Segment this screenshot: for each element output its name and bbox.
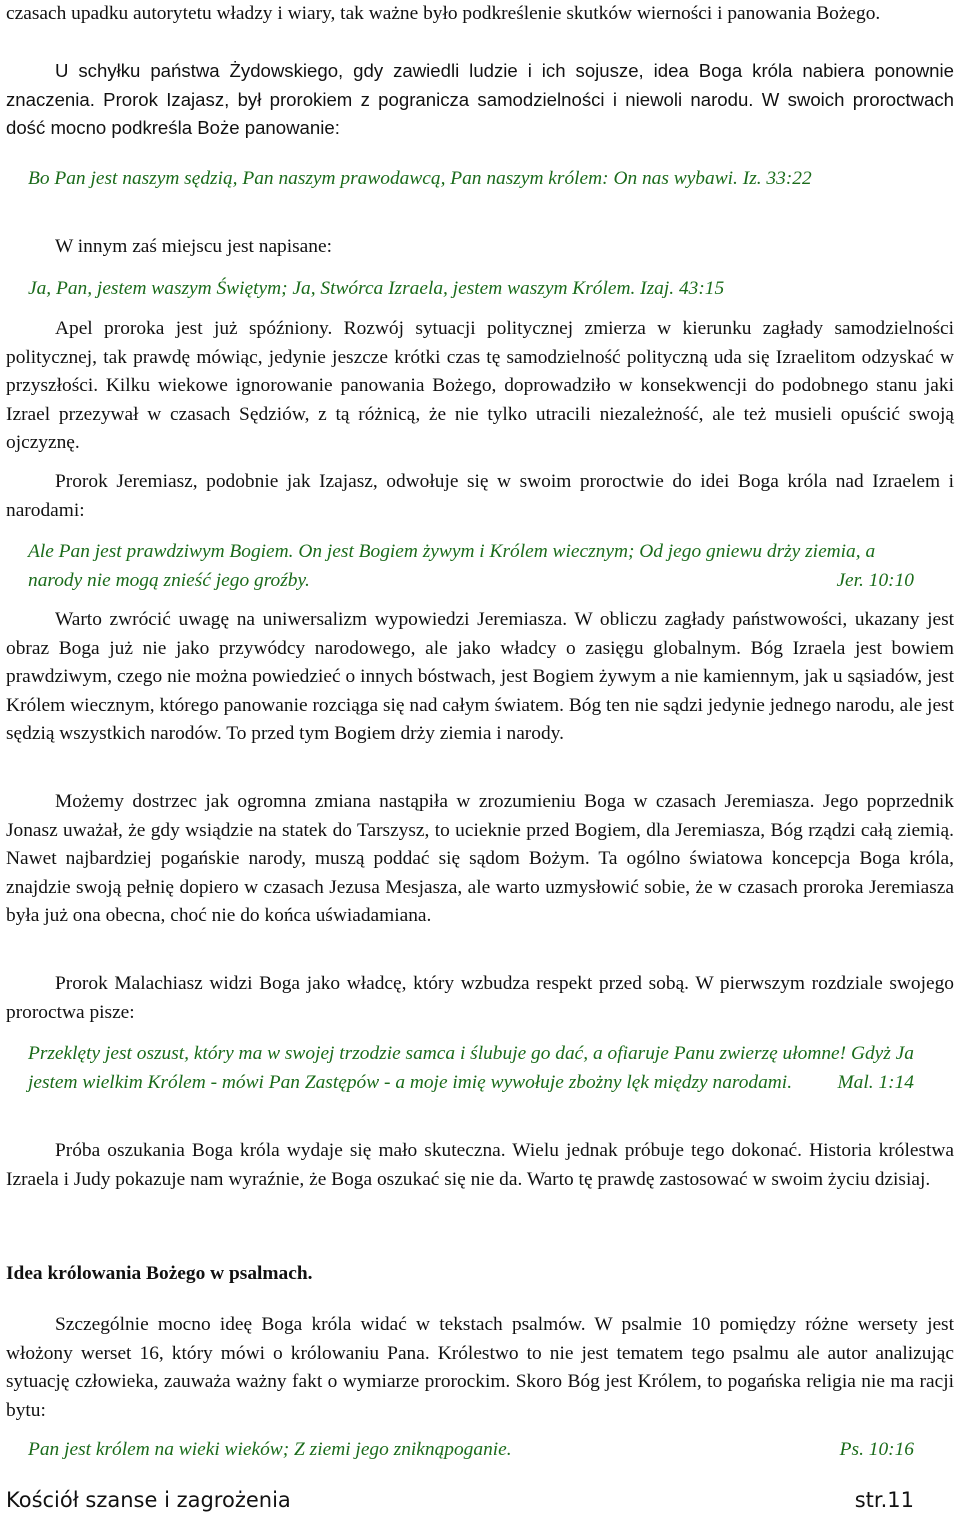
paragraph-9: Próba oszukania Boga króla wydaje się mało skuteczna. Wielu jednak próbuje tego dokonać. Historia królestwa Izraela i Judy pokazuje nam wyraźnie, że Boga oszukać się nie da. Warto tę prawdę zastosować w swoim życiu dzisiaj. (6, 1140, 954, 1190)
paragraph-3: W innym zaś miejscu jest napisane: (55, 236, 332, 257)
page-number: str.11 (854, 1488, 914, 1512)
page-footer (6, 1486, 914, 1514)
quote-text: Ale Pan jest prawdziwym Bogiem. On jest Bogiem żywym i Królem wiecznym; Od jego gniewu drży ziemia, a narody nie mogą znieść jego groźby. (28, 541, 876, 591)
paragraph-8: Prorok Malachiasz widzi Boga jako władcę, który wzbudza respekt przed sobą. W pierwszym rozdziale swojego proroctwa pisze: (6, 973, 954, 1023)
quote-text: Ja, Pan, jestem waszym Świętym; Ja, Stwórca Izraela, jestem waszym Królem. (28, 278, 636, 299)
paragraph-2: U schyłku państwa Żydowskiego, gdy zawiedli ludzie i ich sojusze, idea Boga króla nabiera ponownie znaczenia. Prorok Izajasz, był prorokiem z pogranicza samodzielności i niewoli narodu. W swoich proroctwach dość mocno podkreśla Boże panowanie: (6, 60, 954, 138)
quote-text: Bo Pan jest naszym sędzią, Pan naszym prawodawcą, Pan naszym królem: On nas wybawi. (28, 168, 738, 189)
section-heading: Idea królowania Bożego w psalmach. (6, 1263, 313, 1284)
quote-reference: Izaj. 43:15 (640, 278, 725, 299)
quote-jeremiah-10-10 (28, 538, 914, 595)
quote-reference: Mal. 1:14 (837, 1071, 914, 1093)
footer-title: Kościół szanse i zagrożenia (6, 1488, 291, 1512)
paragraph-6: Warto zwrócić uwagę na uniwersalizm wypowiedzi Jeremiasza. W obliczu zagłady państwowości, ukazany jest obraz Boga już nie jako przywódcy narodowego, ale jako władcy o zasięgu globalnym. Bóg Izraela jest bowiem prawdziwym, czego nie można powiedzieć o innych bóstwach, jest Bogiem żywym a nie kamiennym, jak u sąsiadów, jest Królem wiecznym, którego panowanie rozciąga się nad całym światem. Bóg ten nie sądzi jedynie jednego narodu, ale jest sędzią wszystkich narodów. To przed tym Bogiem drży ziemia i narody. (6, 609, 954, 744)
paragraph-1: czasach upadku autorytetu władzy i wiary, tak ważne było podkreślenie skutków wierności i panowania Bożego. (6, 3, 881, 24)
quote-reference: Iz. 33:22 (742, 168, 812, 189)
quote-isaiah-33-22 (28, 165, 954, 194)
quote-malachi-1-14 (28, 1040, 914, 1097)
paragraph-7: Możemy dostrzec jak ogromna zmiana nastąpiła w zrozumieniu Boga w czasach Jeremiasza. Jego poprzednik Jonasz uważał, że gdy wsiądzie na statek do Tarszysz, to ucieknie przed Bogiem, dla Jeremiasza, Bóg rządzi całą ziemią. Nawet najbardziej pogańskie narody, muszą poddać się sądom Bożym. Ta ogólno światowa koncepcja Boga króla, znajdzie swoją pełnię dopiero w czasach Jezusa Mesjasza, ale warto uzmysłowić sobie, że w czasach proroka Jeremiasza była już ona obecna, choć nie do końca uświadamiana. (6, 791, 954, 926)
paragraph-4: Apel proroka jest już spóźniony. Rozwój sytuacji politycznej zmierza w kierunku zagłady samodzielności politycznej, tak prawdę mówiąc, jedynie jeszcze krótki czas tę samodzielność polityczną uda się Izraelitom odzyskać w przyszłości. Kilku wiekowe ignorowanie panowania Bożego, doprowadziło w konsekwencji do podobnego stanu jaki Izrael przezywał w czasach Sędziów, z tą różnicą, że nie tylko utracili niezależność, ale też musieli opuścić swoją ojczyznę. (6, 318, 954, 453)
quote-psalm-10-16 (28, 1436, 914, 1465)
quote-reference: Ps. 10:16 (839, 1439, 914, 1460)
quote-reference: Jer. 10:10 (836, 569, 914, 591)
paragraph-10: Szczególnie mocno ideę Boga króla widać w tekstach psalmów. W psalmie 10 pomiędzy różne wersety jest włożony werset 16, który mówi o królowaniu Pana. Królestwo to nie jest tematem tego psalmu ale autor analizując sytuację człowieka, zauważa ważny fakt o wymiarze prorockim. Skoro Bóg jest Królem, to pogańska religia nie ma racji bytu: (6, 1314, 954, 1421)
paragraph-5: Prorok Jeremiasz, podobnie jak Izajasz, odwołuje się w swoim proroctwie do idei Boga króla nad Izraelem i narodami: (6, 471, 954, 521)
quote-isaiah-43-15 (28, 275, 954, 304)
quote-text: Przeklęty jest oszust, który ma w swojej trzodzie samca i ślubuje go dać, a ofiaruje Panu zwierzę ułomne! Gdyż Ja jestem wielkim Królem - mówi Pan Zastępów - a moje imię wywołuje zbożny lęk między narodami. (28, 1043, 914, 1093)
quote-text: Pan jest królem na wieki wieków; Z ziemi jego zniknąpoganie. (28, 1439, 512, 1460)
